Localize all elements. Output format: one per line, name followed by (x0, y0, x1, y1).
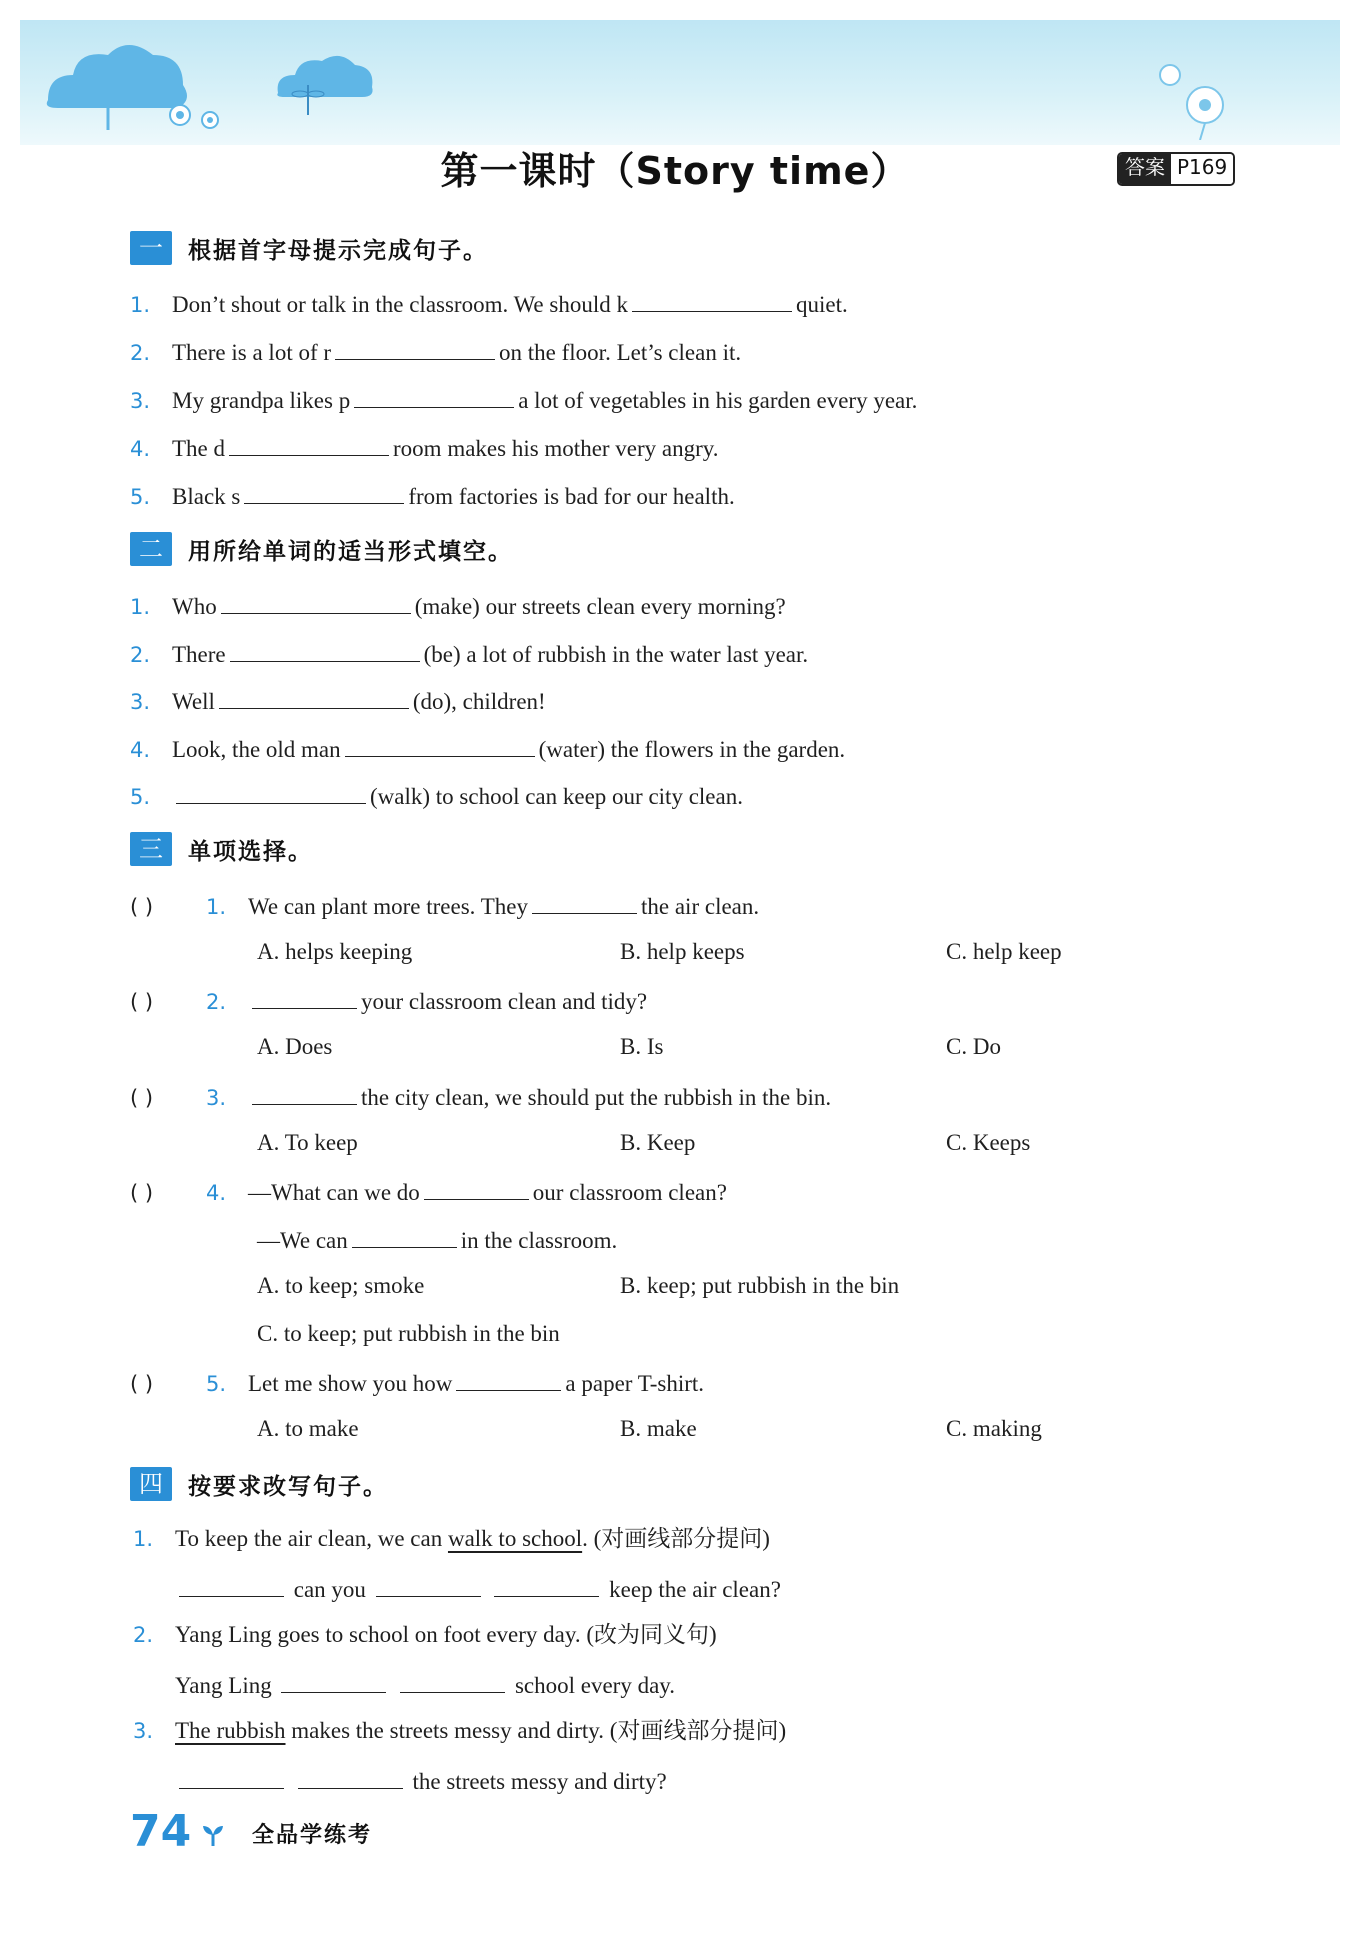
answer-paren[interactable]: ( ) (130, 1372, 154, 1396)
answer-blank[interactable] (494, 1572, 599, 1597)
section-badge: 三 (130, 832, 172, 866)
option-b[interactable]: B. keep; put rubbish in the bin (620, 1273, 900, 1298)
rewrite-answer-line: can you keep the air clean? (175, 1572, 781, 1605)
answer-paren[interactable]: ( ) (130, 1086, 154, 1110)
option-c[interactable]: C. making (946, 1416, 1042, 1441)
flower-icon (160, 85, 240, 145)
answer-label: 答案 (1119, 154, 1171, 184)
rewrite-answer-line: Yang Ling school every day. (175, 1668, 675, 1701)
answer-blank[interactable] (352, 1223, 457, 1248)
brand-name: 全品学练考 (252, 1823, 373, 1848)
question-line: 5. Black s from factories is bad for our health. (130, 479, 735, 512)
option-b[interactable]: B. make (620, 1416, 697, 1441)
answer-paren[interactable]: ( ) (130, 1181, 154, 1205)
question-line: 1. Who (make) our streets clean every morning? (130, 589, 786, 622)
answer-blank[interactable] (230, 637, 420, 662)
mc-question: ( ) 3. the city clean, we should put the rubbish in the bin. (130, 1080, 831, 1113)
option-a[interactable]: A. helps keeping (257, 939, 413, 964)
option-c[interactable]: C. Keeps (946, 1130, 1031, 1155)
option-c[interactable]: C. Do (946, 1034, 1001, 1059)
section-title: 单项选择。 (188, 838, 313, 865)
option-a[interactable]: A. To keep (257, 1130, 358, 1155)
answer-blank[interactable] (179, 1572, 284, 1597)
section-badge: 二 (130, 532, 172, 566)
answer-blank[interactable] (179, 1764, 284, 1789)
header-band (20, 20, 1340, 145)
option-b[interactable]: B. Is (620, 1034, 664, 1059)
section-header-1 (130, 231, 488, 265)
question-line: 2. There (be) a lot of rubbish in the water last year. (130, 637, 808, 670)
answer-paren[interactable]: ( ) (130, 895, 154, 919)
question-line: 4. The d room makes his mother very angry. (130, 431, 719, 464)
underlined-phrase: The rubbish (175, 1718, 286, 1743)
option-b[interactable]: B. help keeps (620, 939, 745, 964)
answer-blank[interactable] (354, 383, 514, 408)
rewrite-question: 3. The rubbish makes the streets messy and dirty. (对画线部分提问) (133, 1718, 787, 1743)
mc-question: ( ) 1. We can plant more trees. They the air clean. (130, 889, 759, 922)
mc-question: ( ) 5. Let me show you how a paper T-shirt. (130, 1366, 704, 1399)
section-header-2 (130, 532, 513, 566)
rewrite-question: 1. To keep the air clean, we can walk to school. (对画线部分提问) (133, 1526, 770, 1551)
section-title: 根据首字母提示完成句子。 (188, 237, 488, 264)
option-a[interactable]: A. to keep; smoke (257, 1273, 425, 1298)
option-c[interactable]: C. help keep (946, 939, 1062, 964)
page-title: 第一课时（Story time） (440, 149, 910, 193)
mc-question-continued: —We can in the classroom. (257, 1223, 617, 1256)
option-a[interactable]: A. to make (257, 1416, 359, 1441)
answer-blank[interactable] (632, 287, 792, 312)
rewrite-question: 2. Yang Ling goes to school on foot every day. (改为同义句) (133, 1622, 717, 1647)
mc-question: ( ) 2. your classroom clean and tidy? (130, 984, 647, 1017)
section-title: 用所给单词的适当形式填空。 (188, 538, 513, 565)
option-c[interactable]: C. to keep; put rubbish in the bin (257, 1321, 560, 1346)
question-line: 1. Don’t shout or talk in the classroom. We should k quiet. (130, 287, 848, 320)
section-header-3 (130, 832, 313, 866)
answer-blank[interactable] (221, 589, 411, 614)
question-line: 2. There is a lot of r on the floor. Let’s clean it. (130, 335, 741, 368)
answer-blank[interactable] (335, 335, 495, 360)
page-number: 74 (130, 1806, 192, 1857)
answer-blank[interactable] (376, 1572, 481, 1597)
option-a[interactable]: A. Does (257, 1034, 333, 1059)
option-b[interactable]: B. Keep (620, 1130, 696, 1155)
answer-blank[interactable] (456, 1366, 561, 1391)
question-line: 3. Well (do), children! (130, 684, 546, 717)
answer-blank[interactable] (219, 684, 409, 709)
answer-blank[interactable] (281, 1668, 386, 1693)
answer-paren[interactable]: ( ) (130, 990, 154, 1014)
answer-blank[interactable] (400, 1668, 505, 1693)
answer-blank[interactable] (229, 431, 389, 456)
answer-blank[interactable] (424, 1175, 529, 1200)
answer-blank[interactable] (345, 732, 535, 757)
answer-page: P169 (1171, 154, 1233, 184)
section-header-4 (130, 1467, 388, 1501)
section-title: 按要求改写句子。 (188, 1473, 388, 1500)
section-badge: 四 (130, 1467, 172, 1501)
answer-blank[interactable] (252, 984, 357, 1009)
underlined-phrase: walk to school (447, 1526, 583, 1551)
dragonfly-icon (288, 80, 328, 120)
mc-question: ( ) 4. —What can we do our classroom clean? (130, 1175, 727, 1208)
answer-blank[interactable] (252, 1080, 357, 1105)
question-line: 4. Look, the old man (water) the flowers in the garden. (130, 732, 845, 765)
flower-icon (1140, 50, 1240, 140)
rewrite-answer-line: the streets messy and dirty? (175, 1764, 667, 1797)
answer-blank[interactable] (532, 889, 637, 914)
answer-blank[interactable] (176, 779, 366, 804)
question-line: 5. (walk) to school can keep our city clean. (130, 779, 743, 812)
answer-blank[interactable] (244, 479, 404, 504)
section-badge: 一 (130, 231, 172, 265)
sprout-icon (200, 1822, 226, 1848)
answer-blank[interactable] (298, 1764, 403, 1789)
answer-reference (1117, 152, 1235, 186)
question-line: 3. My grandpa likes p a lot of vegetables in his garden every year. (130, 383, 917, 416)
